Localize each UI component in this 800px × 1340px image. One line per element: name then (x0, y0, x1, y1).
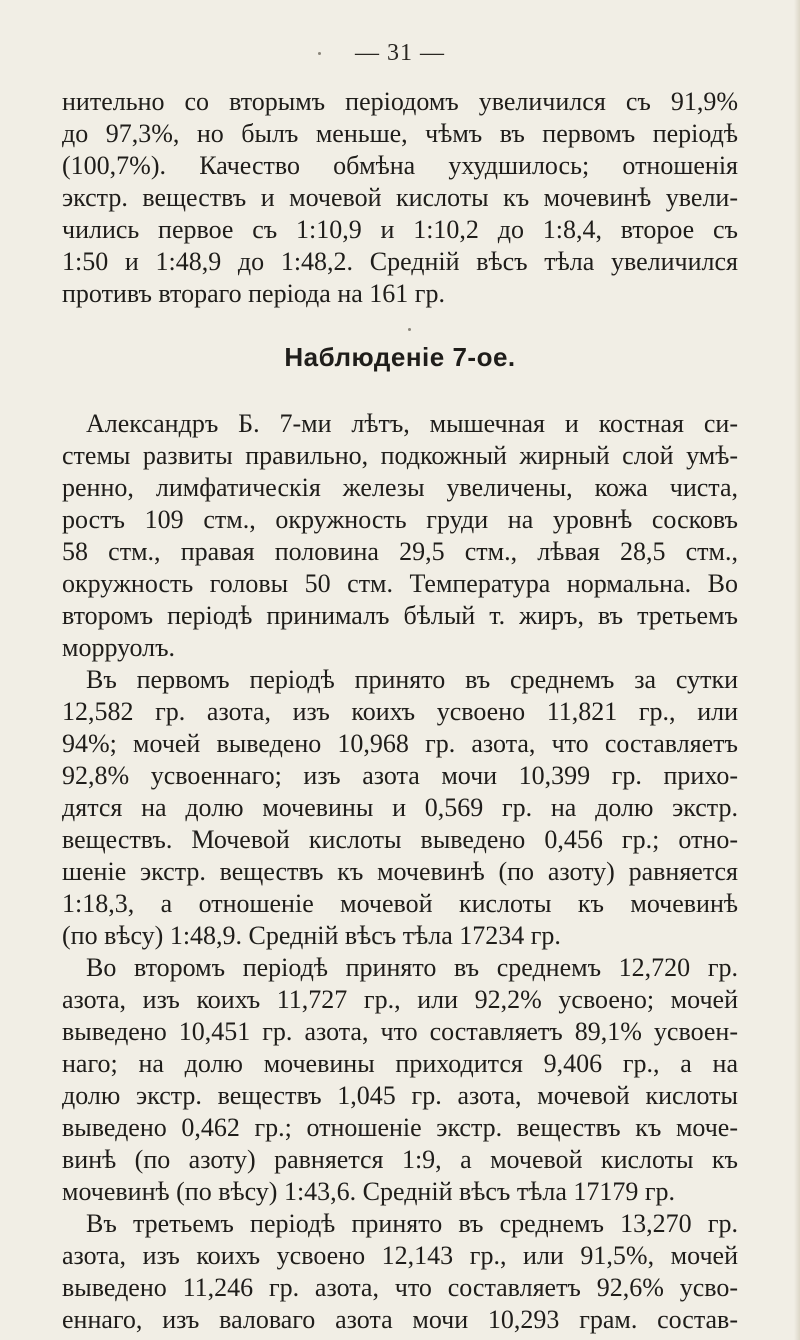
text-line: выведено 0,462 гр.; отношеніе экстр. веществъ къ моче- (62, 1113, 738, 1142)
text-line: Во второмъ періодѣ принято въ среднемъ 12,720 гр. (86, 953, 738, 982)
text-line: азота, изъ коихъ усвоено 12,143 гр., или 91,5%, мочей (62, 1241, 738, 1270)
text-line: выведено 10,451 гр. азота, что составляетъ 89,1% усвоен- (62, 1017, 738, 1046)
text-line: еннаго, изъ валоваго азота мочи 10,293 грам. состав- (62, 1305, 738, 1334)
text-line: выведено 11,246 гр. азота, что составляетъ 92,6% усво- (62, 1273, 738, 1302)
text-line: Въ первомъ періодѣ принято въ среднемъ за сутки (86, 665, 738, 694)
text-line: нительно со вторымъ періодомъ увеличился съ 91,9% (62, 87, 738, 116)
text-line: азота, изъ коихъ 11,727 гр., или 92,2% усвоено; мочей (62, 985, 738, 1014)
text-line: 58 стм., правая половина 29,5 стм., лѣвая 28,5 стм., (62, 537, 738, 566)
text-line: наго; на долю мочевины приходится 9,406 гр., а на (62, 1049, 738, 1078)
text-line: долю экстр. веществъ 1,045 гр. азота, мочевой кислоты (62, 1081, 738, 1110)
page-edge-shadow (794, 0, 800, 1340)
text-line: 1:50 и 1:48,9 до 1:48,2. Средній вѣсъ тѣла увеличился (62, 247, 738, 276)
text-line: Въ третьемъ періодѣ принято въ среднемъ 13,270 гр. (86, 1209, 738, 1238)
text-line: чились первое съ 1:10,9 и 1:10,2 до 1:8,4, второе съ (62, 215, 738, 244)
text-line: дятся на долю мочевины и 0,569 гр. на долю экстр. (62, 793, 738, 822)
text-line: ростъ 109 стм., окружность груди на уровнѣ сосковъ (62, 505, 738, 534)
text-line: второмъ періодѣ принималъ бѣлый т. жиръ, въ третьемъ (62, 601, 738, 630)
text-line: (100,7%). Качество обмѣна ухудшилось; отношенія (62, 151, 738, 180)
text-line: 92,8% усвоеннаго; изъ азота мочи 10,399 гр. прихо- (62, 761, 738, 790)
text-line: 94%; мочей выведено 10,968 гр. азота, что составляетъ (62, 729, 738, 758)
text-line: Александръ Б. 7-ми лѣтъ, мышечная и костная си- (86, 409, 738, 438)
text-line: экстр. веществъ и мочевой кислоты къ мочевинѣ увели- (62, 183, 738, 212)
text-line: окружность головы 50 стм. Температура нормальна. Во (62, 569, 738, 598)
text-line: противъ втораго періода на 161 гр. (62, 279, 445, 308)
text-line: стемы развиты правильно, подкожный жирный слой умѣ- (62, 441, 738, 470)
text-line: 12,582 гр. азота, изъ коихъ усвоено 11,821 гр., или (62, 697, 738, 726)
text-line: (по вѣсу) 1:48,9. Средній вѣсъ тѣла 17234 гр. (62, 921, 561, 950)
section-heading: Наблюденіе 7-ое. (284, 342, 516, 372)
page-number: — 31 — (355, 40, 445, 66)
text-line: морруолъ. (62, 633, 176, 662)
text-line: до 97,3%, но былъ меньше, чѣмъ въ первомъ періодѣ (62, 119, 738, 148)
text-line: 1:18,3, а отношеніе мочевой кислоты къ мочевинѣ (62, 889, 738, 918)
text-line: веществъ. Мочевой кислоты выведено 0,456 гр.; отно- (62, 825, 738, 854)
paper-speck (408, 328, 411, 331)
text-line: мочевинѣ (по вѣсу) 1:43,6. Средній вѣсъ тѣла 17179 гр. (62, 1177, 676, 1206)
text-line: винѣ (по азоту) равняется 1:9, а мочевой кислоты къ (62, 1145, 738, 1174)
text-line: ренно, лимфатическія железы увеличены, кожа чиста, (62, 473, 738, 502)
paper-speck (318, 52, 321, 55)
text-line: шеніе экстр. веществъ къ мочевинѣ (по азоту) равняется (62, 857, 738, 886)
